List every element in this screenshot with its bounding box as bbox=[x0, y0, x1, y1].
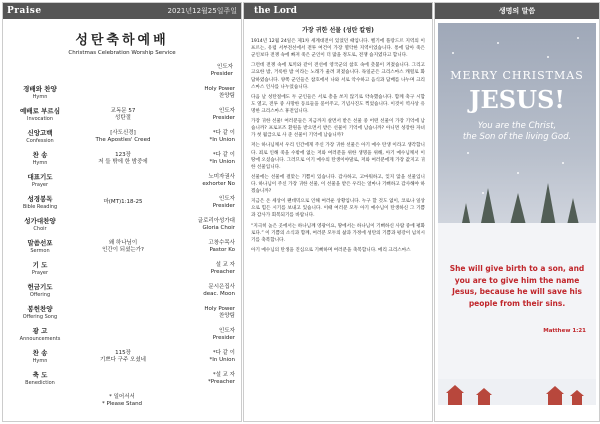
sermon-title: 가장 귀한 선물 (성탄 칼럼) bbox=[302, 27, 374, 34]
sermon-paragraph: 선물에는 선물에 걸맞는 기쁨이 있습니다. 감사하고, 고마워하고, 잊지 않을 선물입니다. 하나님이 주신 가장 귀한 선물, 이 선물을 받은 우리는 얼마나 기뻐하고 감사해야 하겠습니까? bbox=[251, 174, 425, 195]
worship-order-row bbox=[3, 280, 241, 302]
order-item-detail: 123장 저 들 밖에 한 밤중에 bbox=[98, 152, 148, 165]
worship-order-row bbox=[3, 148, 241, 170]
presider-label: 인도자 Presider bbox=[210, 64, 233, 77]
order-item-detail: 왜 하나님이 인간이 되셨는가? bbox=[102, 240, 144, 253]
service-date: 2021년12월25일주일 bbox=[167, 7, 237, 15]
order-item-name: 찬 송 Hymn bbox=[32, 348, 48, 364]
sermon-paragraph: 그런데 전쟁 속에 토끼와 같이 전선에 영국군의 참호 속에 촛불이 켜졌습니다. 그리고 고요한 밤, 거룩한 밤 이라는 노래가 울려 퍼졌습니다. 독일군은 크리스마스 캐럴로 화답하였습니다. 양쪽 군인들은 참호에서 나와 서로 악수하고 음식과 담배를 나누며 크리스마스 인사를 나누었습니다. bbox=[251, 63, 425, 90]
order-item-name: 축 도 Benediction bbox=[25, 370, 55, 386]
order-item-name: 광 고 Announcements bbox=[19, 326, 61, 342]
sermon-paragraph: 1914년 12월 24일은 제1차 세계대전이 있었던 때입니다. 벨기에 플랑드르 지역의 이프르는, 유럽 서부전선에서 전투 여건이 가장 열악한 지역이었습니다. 통에 담아 죽은 군인보다 전쟁 속에 빠져 죽은 군인이 더 많을 정도로, 전쟁 습지였다고 합니다. bbox=[251, 39, 425, 59]
order-item-leader: *다 같 이 *In Union bbox=[209, 152, 235, 165]
order-item-leader: 고창수목사 Pastor Ko bbox=[208, 240, 235, 253]
order-item-name: 경배와 찬양 Hymn bbox=[23, 84, 57, 100]
order-item-leader: 인도자 Presider bbox=[212, 108, 235, 121]
worship-order-row bbox=[3, 302, 241, 324]
order-item-leader: 문시은집사 deac. Moon bbox=[203, 284, 235, 297]
word-of-life-panel bbox=[434, 2, 600, 422]
order-item-detail: [사도신경] The Apostles' Creed bbox=[95, 130, 151, 143]
order-item-detail: 교독문 57 성탄절 bbox=[110, 108, 136, 121]
stand-note: * 일어서서 * Please Stand bbox=[101, 393, 143, 407]
order-item-leader: 글로리아성가대 Gloria Choir bbox=[197, 218, 235, 231]
order-item-detail: 115장 기쁘다 구주 오셨네 bbox=[99, 350, 146, 363]
order-item-name: 찬 송 Hymn bbox=[32, 150, 48, 166]
sermon-body bbox=[244, 34, 432, 254]
order-item-leader: Holy Power 찬양팀 bbox=[204, 86, 235, 99]
order-item-detail: 마(MT)1:18-25 bbox=[103, 199, 143, 206]
sermon-paragraph: 가장 귀한 선물! 여러분들은 지금까지 살면서 받은 선물 중 어떤 선물이 가장 기억에 남습니까? 프로포즈 환원을 받으면서 받은 선물이 기억에 남습니까? 아니면 성장한 자녀가 첫 월급으로 사 준 선물이 기억에 남습니까? bbox=[251, 119, 425, 139]
jesus-text: JESUS! bbox=[469, 85, 565, 114]
worship-order-row bbox=[3, 236, 241, 258]
order-item-name: 예배로 부르심 Invocation bbox=[20, 106, 60, 122]
praise-title: Praise bbox=[7, 6, 42, 16]
praise-header bbox=[3, 3, 241, 19]
order-item-leader: 노미자권사 exhorter No bbox=[202, 174, 235, 187]
merry-christmas-text: MERRY CHRISTMAS bbox=[450, 69, 584, 82]
worship-order-list bbox=[3, 82, 241, 390]
order-item-leader: 인도자 Presider bbox=[212, 328, 235, 341]
sermon-paragraph: 지금은 온 세상이 팬데믹으로 인해 여러운 상황입니다. 누구 할 것도 없이, 코로나 일상으로 힘든 시기를 보내고 있습니다. 이때 여러분 모두 아기 예수님이 탄생하신 그 기쁨과 감사가 회복되기를 바랍니다. bbox=[251, 199, 425, 219]
order-item-name: 대표기도 Prayer bbox=[27, 172, 53, 188]
order-item-leader: 인도자 Presider bbox=[212, 196, 235, 209]
order-item-leader: 설 교 자 Preacher bbox=[210, 262, 235, 275]
order-item-name: 성가대찬양 Choir bbox=[24, 216, 56, 232]
christ-confession: You are the Christ, the Son of the living God. bbox=[462, 121, 572, 143]
sermon-panel bbox=[243, 2, 433, 422]
sermon-paragraph: 다음 날 성탄절에도 두 군인들은 서로 총을 쏘지 않기로 약속했습니다. 함께 축구 시합도 열고, 전투 중 사망한 동료들을 묻어주고, 기념사진도 찍었습니다. 이것이 역사상 유명한 크리스마스 휴전입니다. bbox=[251, 94, 425, 114]
worship-order-row bbox=[3, 192, 241, 214]
sermon-paragraph: 저는 하나님께서 우리 인간에게 주신 가장 귀한 선물은 아기 예수 탄생 이라고 생각합니다. 죄로 인해 죽을 수밖에 없는 저와 여러분을 위한 생명을 위해, 아기 예수님께서 이 땅에 오셨습니다. 그러므로 이기 예수의 탄생이야말로, 저와 여러분에게 가장 값지고 귀한 선물입니다. bbox=[251, 143, 425, 170]
order-item-leader: *다 같 이 *In Union bbox=[209, 350, 235, 363]
order-item-leader: *설 교 자 *Preacher bbox=[207, 372, 235, 385]
order-item-name: 성경봉독 Bible Reading bbox=[22, 194, 58, 210]
christmas-card-image bbox=[438, 23, 596, 415]
village-silhouette bbox=[438, 379, 596, 415]
scripture-verse: She will give birth to a son, and you are to give him the name Jesus, because he will save his people from their sins. bbox=[449, 264, 585, 308]
sermon-paragraph: 아기 예수님의 탄생을 진심으로 기뻐하며 여러분을 축복합니다. 메리 크리스마스 bbox=[251, 247, 411, 253]
worship-order-row bbox=[3, 324, 241, 346]
order-item-name: 헌금기도 Offering bbox=[27, 282, 53, 298]
sermon-paragraph: “지극히 높은 곳에서는 하나님께 영광이요, 땅에서는 하나님이 기뻐하신 사람 중에 평화로다.” 이 기쁨의 소식과 함께, 여러분 모두의 삶과 가정에 성탄의 기쁨과 평강이 넘치시기를 축복합니다. bbox=[251, 223, 425, 243]
worship-order-row bbox=[3, 82, 241, 104]
order-item-name: 봉헌찬양 Offering Song bbox=[22, 304, 58, 320]
worship-order-row bbox=[3, 104, 241, 126]
order-item-name: 기 도 Prayer bbox=[31, 260, 49, 276]
worship-order-row bbox=[3, 170, 241, 192]
worship-order-row bbox=[3, 258, 241, 280]
verse-reference: Matthew 1:21 bbox=[543, 328, 586, 334]
worship-order-row bbox=[3, 214, 241, 236]
worship-order-row bbox=[3, 126, 241, 148]
service-title: 성탄축하예배 bbox=[75, 33, 169, 48]
order-of-worship-panel bbox=[2, 2, 242, 422]
service-subtitle: Christmas Celebration Worship Service bbox=[68, 50, 176, 56]
worship-order-row bbox=[3, 346, 241, 368]
the-lord-header: the Lord bbox=[244, 3, 432, 19]
order-item-name: 신앙고백 Confession bbox=[26, 128, 54, 144]
word-of-life-header: 생명의 말씀 bbox=[435, 3, 599, 19]
worship-order-row bbox=[3, 368, 241, 390]
order-item-leader: Holy Power 찬양팀 bbox=[204, 306, 235, 319]
order-item-name: 말씀선포 Sermon bbox=[27, 238, 53, 254]
order-item-leader: *다 같 이 *In Union bbox=[209, 130, 235, 143]
